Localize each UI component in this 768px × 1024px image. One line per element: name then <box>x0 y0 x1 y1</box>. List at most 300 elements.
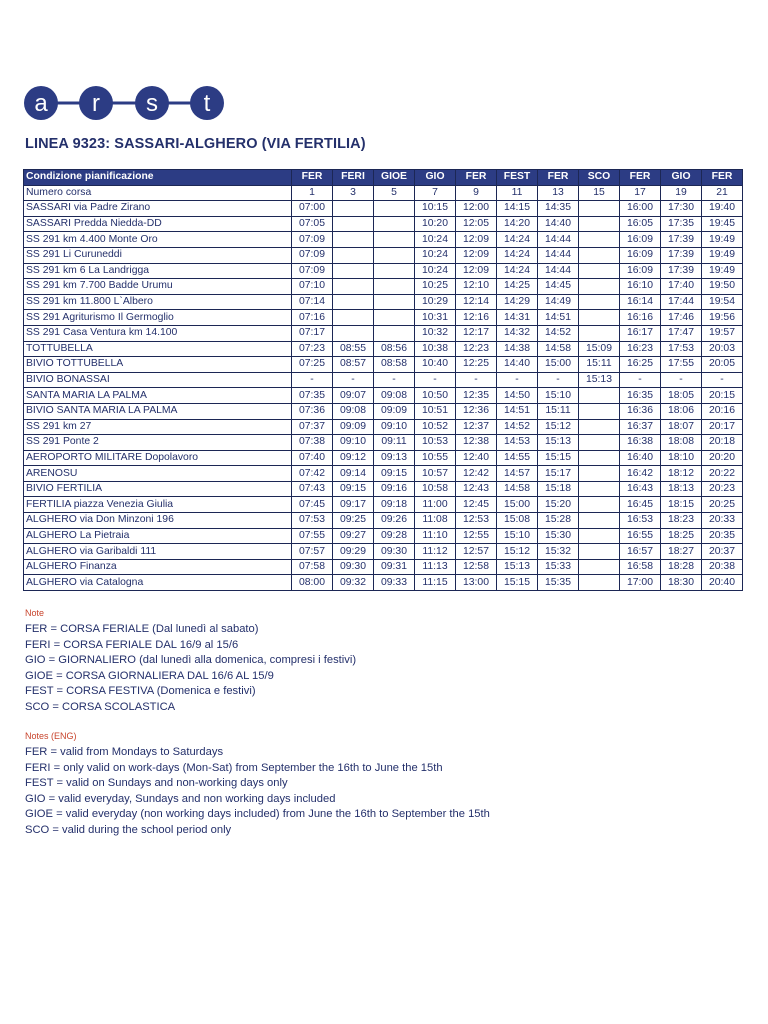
note-line: SCO = valid during the school period only <box>25 823 232 836</box>
note-line: GIOE = CORSA GIORNALIERA DAL 16/6 AL 15/9 <box>25 669 274 682</box>
departure-time: 17:40 <box>661 279 702 295</box>
departure-time: 16:09 <box>620 232 661 248</box>
departure-time: - <box>538 372 579 388</box>
departure-time: 09:30 <box>333 559 374 575</box>
departure-time: 16:58 <box>620 559 661 575</box>
stop-row <box>24 247 743 263</box>
departure-time: 07:10 <box>292 279 333 295</box>
departure-time: - <box>620 372 661 388</box>
stop-row <box>24 325 743 341</box>
departure-time: 20:05 <box>702 357 743 373</box>
departure-time: 07:09 <box>292 232 333 248</box>
departure-time <box>333 294 374 310</box>
departure-time: 16:38 <box>620 435 661 451</box>
departure-time: 20:38 <box>702 559 743 575</box>
departure-time: 10:29 <box>415 294 456 310</box>
run-number-label: Numero corsa <box>24 185 292 201</box>
departure-time: 12:55 <box>456 528 497 544</box>
departure-time: 14:20 <box>497 216 538 232</box>
departure-time <box>333 310 374 326</box>
departure-time: 18:15 <box>661 497 702 513</box>
departure-time: 09:16 <box>374 481 415 497</box>
departure-time: 14:40 <box>497 357 538 373</box>
stop-name: ALGHERO via Garibaldi 111 <box>24 544 292 560</box>
departure-time: - <box>456 372 497 388</box>
departure-time: 07:25 <box>292 357 333 373</box>
departure-time: 12:25 <box>456 357 497 373</box>
departure-time <box>579 325 620 341</box>
stop-row <box>24 232 743 248</box>
departure-time: 07:09 <box>292 263 333 279</box>
departure-time <box>579 466 620 482</box>
departure-time: 19:54 <box>702 294 743 310</box>
departure-time: 14:44 <box>538 232 579 248</box>
run-number-cell: 21 <box>702 185 743 201</box>
departure-time: 12:14 <box>456 294 497 310</box>
departure-time <box>579 388 620 404</box>
departure-time: 17:53 <box>661 341 702 357</box>
departure-time: 12:09 <box>456 232 497 248</box>
departure-time <box>374 232 415 248</box>
stop-row <box>24 450 743 466</box>
departure-time: 15:00 <box>497 497 538 513</box>
note-line: GIO = GIORNALIERO (dal lunedì alla domenica, compresi i festivi) <box>25 654 357 667</box>
departure-time: 20:20 <box>702 450 743 466</box>
departure-time: 07:09 <box>292 247 333 263</box>
timetable <box>23 169 743 591</box>
departure-time: 15:00 <box>538 357 579 373</box>
departure-time: 07:55 <box>292 528 333 544</box>
notes-english <box>25 729 490 839</box>
departure-time: 15:35 <box>538 575 579 591</box>
stop-name: SS 291 km 7.700 Badde Urumu <box>24 279 292 295</box>
departure-time: 20:18 <box>702 435 743 451</box>
departure-time: 07:00 <box>292 201 333 217</box>
departure-time: 14:53 <box>497 435 538 451</box>
departure-time: 18:10 <box>661 450 702 466</box>
departure-time: 10:57 <box>415 466 456 482</box>
departure-time: 12:38 <box>456 435 497 451</box>
departure-time <box>374 325 415 341</box>
departure-time: 15:15 <box>497 575 538 591</box>
departure-time: 16:57 <box>620 544 661 560</box>
departure-time <box>579 559 620 575</box>
departure-time: 12:37 <box>456 419 497 435</box>
condition-cell: FER <box>456 170 497 186</box>
departure-time: 20:15 <box>702 388 743 404</box>
departure-time: 16:16 <box>620 310 661 326</box>
run-number-cell: 1 <box>292 185 333 201</box>
departure-time: 09:08 <box>333 403 374 419</box>
departure-time: 19:50 <box>702 279 743 295</box>
departure-time: 20:25 <box>702 497 743 513</box>
departure-time <box>579 450 620 466</box>
departure-time: 10:31 <box>415 310 456 326</box>
departure-time: 19:49 <box>702 232 743 248</box>
departure-time: 10:24 <box>415 232 456 248</box>
departure-time: 20:35 <box>702 528 743 544</box>
departure-time <box>333 263 374 279</box>
stop-name: SS 291 km 11.800 L`Albero <box>24 294 292 310</box>
departure-time: 09:10 <box>333 435 374 451</box>
departure-time: 09:14 <box>333 466 374 482</box>
departure-time: 09:10 <box>374 419 415 435</box>
departure-time: 19:57 <box>702 325 743 341</box>
departure-time: 16:25 <box>620 357 661 373</box>
departure-time: 09:15 <box>333 481 374 497</box>
stop-row <box>24 575 743 591</box>
stop-row <box>24 201 743 217</box>
departure-time: 11:10 <box>415 528 456 544</box>
departure-time: 09:17 <box>333 497 374 513</box>
departure-time: 14:24 <box>497 263 538 279</box>
stop-row <box>24 466 743 482</box>
stop-row <box>24 357 743 373</box>
stop-name: SS 291 Agriturismo Il Germoglio <box>24 310 292 326</box>
departure-time <box>579 419 620 435</box>
logo-line <box>42 102 208 105</box>
departure-time: 11:12 <box>415 544 456 560</box>
departure-time: 20:33 <box>702 513 743 529</box>
departure-time: 09:31 <box>374 559 415 575</box>
departure-time: 15:12 <box>497 544 538 560</box>
stop-row <box>24 403 743 419</box>
departure-time: 09:13 <box>374 450 415 466</box>
departure-time: 12:35 <box>456 388 497 404</box>
notes-italian <box>25 606 356 716</box>
departure-time <box>579 497 620 513</box>
departure-time: 17:47 <box>661 325 702 341</box>
departure-time <box>579 310 620 326</box>
departure-time: - <box>292 372 333 388</box>
departure-time: 11:00 <box>415 497 456 513</box>
departure-time: 15:13 <box>579 372 620 388</box>
departure-time: 20:23 <box>702 481 743 497</box>
condition-cell: FEST <box>497 170 538 186</box>
departure-time: 14:57 <box>497 466 538 482</box>
departure-time: 14:55 <box>497 450 538 466</box>
departure-time <box>374 216 415 232</box>
departure-time: 09:26 <box>374 513 415 529</box>
stop-name: SS 291 Li Curuneddi <box>24 247 292 263</box>
departure-time: 16:53 <box>620 513 661 529</box>
departure-time: 14:58 <box>538 341 579 357</box>
departure-time <box>579 435 620 451</box>
departure-time: 12:53 <box>456 513 497 529</box>
stop-name: SASSARI via Padre Zirano <box>24 201 292 217</box>
departure-time: 17:30 <box>661 201 702 217</box>
departure-time: 09:33 <box>374 575 415 591</box>
stop-name: BIVIO BONASSAI <box>24 372 292 388</box>
departure-time: 14:25 <box>497 279 538 295</box>
stop-name: FERTILIA piazza Venezia Giulia <box>24 497 292 513</box>
stop-name: SS 291 Casa Ventura km 14.100 <box>24 325 292 341</box>
departure-time: 19:40 <box>702 201 743 217</box>
departure-time: 11:13 <box>415 559 456 575</box>
run-number-cell: 17 <box>620 185 661 201</box>
condition-cell: FER <box>292 170 333 186</box>
svg-text:r: r <box>92 90 100 117</box>
departure-time: 10:38 <box>415 341 456 357</box>
departure-time: 09:18 <box>374 497 415 513</box>
stop-name: ARENOSU <box>24 466 292 482</box>
departure-time: 07:16 <box>292 310 333 326</box>
logo-letter-a <box>24 86 58 120</box>
departure-time: 16:55 <box>620 528 661 544</box>
departure-time: 20:03 <box>702 341 743 357</box>
departure-time: 07:45 <box>292 497 333 513</box>
departure-time: 14:24 <box>497 247 538 263</box>
departure-time: 16:37 <box>620 419 661 435</box>
note-line: FER = CORSA FERIALE (Dal lunedì al sabato) <box>25 623 259 635</box>
stop-name: SS 291 km 6 La Landrigga <box>24 263 292 279</box>
departure-time: 16:09 <box>620 263 661 279</box>
departure-time: 15:11 <box>538 403 579 419</box>
departure-time: 15:30 <box>538 528 579 544</box>
run-number-cell: 5 <box>374 185 415 201</box>
stop-name: SASSARI Predda Niedda-DD <box>24 216 292 232</box>
departure-time <box>374 247 415 263</box>
departure-time: 12:05 <box>456 216 497 232</box>
departure-time: 18:07 <box>661 419 702 435</box>
departure-time: 15:09 <box>579 341 620 357</box>
stop-row <box>24 294 743 310</box>
stop-name: BIVIO SANTA MARIA LA PALMA <box>24 403 292 419</box>
departure-time: 19:45 <box>702 216 743 232</box>
departure-time <box>579 201 620 217</box>
departure-time: 10:24 <box>415 263 456 279</box>
departure-time: 16:09 <box>620 247 661 263</box>
departure-time: 15:10 <box>538 388 579 404</box>
condition-cell: FER <box>538 170 579 186</box>
departure-time: 11:08 <box>415 513 456 529</box>
departure-time: 12:43 <box>456 481 497 497</box>
note-line: FER = valid from Mondays to Saturdays <box>25 746 224 758</box>
stop-row <box>24 497 743 513</box>
stop-row <box>24 513 743 529</box>
departure-time: 09:30 <box>374 544 415 560</box>
departure-time: 19:56 <box>702 310 743 326</box>
departure-time: 15:33 <box>538 559 579 575</box>
page-title: LINEA 9323: SASSARI-ALGHERO (VIA FERTILIA) <box>25 136 366 152</box>
departure-time: 09:12 <box>333 450 374 466</box>
departure-time: 16:43 <box>620 481 661 497</box>
stop-row <box>24 544 743 560</box>
departure-time: 12:23 <box>456 341 497 357</box>
departure-time: 12:17 <box>456 325 497 341</box>
departure-time: 12:42 <box>456 466 497 482</box>
departure-time: 07:23 <box>292 341 333 357</box>
departure-time: 14:44 <box>538 263 579 279</box>
departure-time: 09:25 <box>333 513 374 529</box>
condition-cell: FERI <box>333 170 374 186</box>
svg-text:t: t <box>203 90 211 117</box>
departure-time: 20:17 <box>702 419 743 435</box>
departure-time: 19:49 <box>702 247 743 263</box>
departure-time: 07:57 <box>292 544 333 560</box>
departure-time: 07:36 <box>292 403 333 419</box>
departure-time: 20:22 <box>702 466 743 482</box>
departure-time: 15:32 <box>538 544 579 560</box>
departure-time: 07:53 <box>292 513 333 529</box>
departure-time: - <box>333 372 374 388</box>
stop-row <box>24 481 743 497</box>
departure-time: - <box>497 372 538 388</box>
svg-text:a: a <box>34 90 48 117</box>
departure-time: 12:36 <box>456 403 497 419</box>
run-number-cell: 7 <box>415 185 456 201</box>
run-number-cell: 3 <box>333 185 374 201</box>
stop-row <box>24 341 743 357</box>
note-line: FEST = valid on Sundays and non-working days only <box>25 777 288 790</box>
departure-time <box>333 232 374 248</box>
departure-time: 15:13 <box>497 559 538 575</box>
departure-time: 12:00 <box>456 201 497 217</box>
departure-time: 12:58 <box>456 559 497 575</box>
stop-row <box>24 528 743 544</box>
departure-time: 16:10 <box>620 279 661 295</box>
departure-time: 15:20 <box>538 497 579 513</box>
note-line: GIO = valid everyday, Sundays and non working days included <box>25 792 336 805</box>
departure-time: 12:09 <box>456 263 497 279</box>
logo-letter-s <box>135 86 169 120</box>
departure-time: 09:27 <box>333 528 374 544</box>
departure-time: 19:49 <box>702 263 743 279</box>
run-number-cell: 15 <box>579 185 620 201</box>
departure-time: 15:13 <box>538 435 579 451</box>
departure-time <box>579 294 620 310</box>
note-line: FEST = CORSA FESTIVA (Domenica e festivi) <box>25 685 256 698</box>
departure-time: 09:28 <box>374 528 415 544</box>
condition-cell: GIO <box>415 170 456 186</box>
departure-time: 17:00 <box>620 575 661 591</box>
departure-time: 09:08 <box>374 388 415 404</box>
departure-time <box>579 544 620 560</box>
departure-time: 07:40 <box>292 450 333 466</box>
stop-name: ALGHERO La Pietraia <box>24 528 292 544</box>
departure-time: 12:09 <box>456 247 497 263</box>
departure-time <box>579 247 620 263</box>
departure-time: 14:32 <box>497 325 538 341</box>
departure-time: 15:12 <box>538 419 579 435</box>
stop-name: ALGHERO via Catalogna <box>24 575 292 591</box>
departure-time: - <box>415 372 456 388</box>
note-line: SCO = CORSA SCOLASTICA <box>25 700 176 713</box>
notes-italian-heading: Note <box>25 608 45 618</box>
departure-time: 09:32 <box>333 575 374 591</box>
run-number-cell: 9 <box>456 185 497 201</box>
departure-time: - <box>374 372 415 388</box>
departure-time: 17:39 <box>661 247 702 263</box>
departure-time: 15:08 <box>497 513 538 529</box>
stop-row <box>24 388 743 404</box>
departure-time: 10:32 <box>415 325 456 341</box>
departure-time: 18:27 <box>661 544 702 560</box>
departure-time <box>579 232 620 248</box>
departure-time <box>374 201 415 217</box>
departure-time: 09:29 <box>333 544 374 560</box>
condition-cell: FER <box>620 170 661 186</box>
departure-time: 18:08 <box>661 435 702 451</box>
departure-time: 17:44 <box>661 294 702 310</box>
departure-time: 12:45 <box>456 497 497 513</box>
departure-time: 10:55 <box>415 450 456 466</box>
departure-time: 18:13 <box>661 481 702 497</box>
departure-time: 16:45 <box>620 497 661 513</box>
stop-name: SS 291 km 4.400 Monte Oro <box>24 232 292 248</box>
svg-text:s: s <box>146 90 158 117</box>
departure-time: 14:51 <box>538 310 579 326</box>
departure-time: 14:44 <box>538 247 579 263</box>
departure-time: 18:05 <box>661 388 702 404</box>
departure-time <box>333 325 374 341</box>
departure-time: 10:50 <box>415 388 456 404</box>
stop-name: SS 291 km 27 <box>24 419 292 435</box>
departure-time: 07:42 <box>292 466 333 482</box>
note-line: FERI = CORSA FERIALE DAL 16/9 al 15/6 <box>25 638 239 651</box>
departure-time: - <box>661 372 702 388</box>
departure-time: 13:00 <box>456 575 497 591</box>
departure-time: 14:52 <box>538 325 579 341</box>
condition-cell: GIO <box>661 170 702 186</box>
departure-time: 17:39 <box>661 232 702 248</box>
departure-time: 14:58 <box>497 481 538 497</box>
departure-time: 10:58 <box>415 481 456 497</box>
departure-time <box>333 279 374 295</box>
run-number-cell: 19 <box>661 185 702 201</box>
note-line: GIOE = valid everyday (non working days included) from June the 16th to September the 15th <box>25 808 490 821</box>
departure-time: 08:56 <box>374 341 415 357</box>
departure-time: 16:40 <box>620 450 661 466</box>
departure-time <box>374 310 415 326</box>
departure-time: 16:00 <box>620 201 661 217</box>
departure-time: 15:11 <box>579 357 620 373</box>
stop-row <box>24 310 743 326</box>
departure-time: 07:58 <box>292 559 333 575</box>
note-line: FERI = only valid on work-days (Mon-Sat) from September the 16th to June the 15th <box>25 761 443 774</box>
departure-time: 18:23 <box>661 513 702 529</box>
departure-time <box>579 403 620 419</box>
stop-name: BIVIO FERTILIA <box>24 481 292 497</box>
departure-time: 14:38 <box>497 341 538 357</box>
departure-time: 18:25 <box>661 528 702 544</box>
stop-row <box>24 435 743 451</box>
run-number-cell: 13 <box>538 185 579 201</box>
condition-cell: GIOE <box>374 170 415 186</box>
departure-time <box>374 263 415 279</box>
departure-time: 15:15 <box>538 450 579 466</box>
departure-time: 14:45 <box>538 279 579 295</box>
departure-time <box>579 279 620 295</box>
stop-row <box>24 419 743 435</box>
departure-time: 16:14 <box>620 294 661 310</box>
departure-time: 08:57 <box>333 357 374 373</box>
stop-name: BIVIO TOTTUBELLA <box>24 357 292 373</box>
departure-time <box>374 279 415 295</box>
departure-time: 07:14 <box>292 294 333 310</box>
departure-time: 18:28 <box>661 559 702 575</box>
departure-time: 16:42 <box>620 466 661 482</box>
departure-time: 09:15 <box>374 466 415 482</box>
departure-time: 14:52 <box>497 419 538 435</box>
departure-time: 08:58 <box>374 357 415 373</box>
stop-row <box>24 372 743 388</box>
departure-time: 07:17 <box>292 325 333 341</box>
departure-time: 07:43 <box>292 481 333 497</box>
departure-time: 12:16 <box>456 310 497 326</box>
departure-time <box>579 216 620 232</box>
departure-time: 10:24 <box>415 247 456 263</box>
